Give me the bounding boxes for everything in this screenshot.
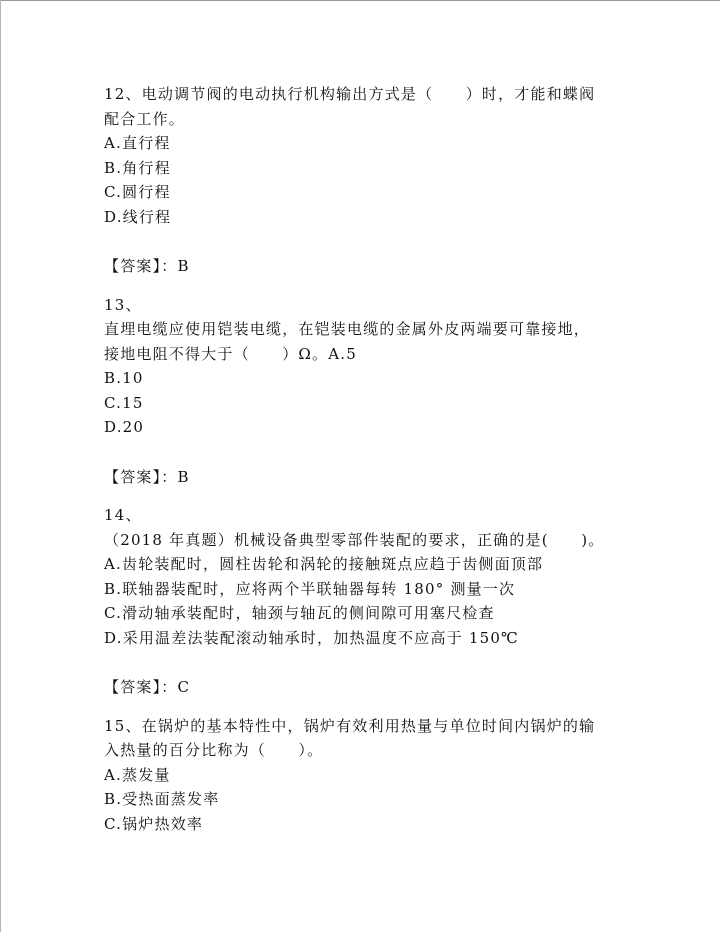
option-d: D.线行程 xyxy=(104,207,172,226)
option-b: B.角行程 xyxy=(104,158,171,177)
question-stem: （2018 年真题）机械设备典型零部件装配的要求，正确的是( )。 xyxy=(104,530,605,549)
page-top-border xyxy=(0,0,720,1)
question-stem: 入热量的百分比称为（ ）。 xyxy=(104,741,324,759)
question-stem: 接地电阻不得大于（ ）Ω。A.5 xyxy=(104,344,357,363)
option-b: B.10 xyxy=(104,369,144,387)
answer-line: 【答案】：B xyxy=(104,257,190,275)
question-14 xyxy=(104,503,624,714)
question-stem: 配合工作。 xyxy=(104,109,186,128)
option-a: A.齿轮装配时，圆柱齿轮和涡轮的接触斑点应趋于齿侧面顶部 xyxy=(104,555,544,573)
page-left-border xyxy=(0,0,1,932)
option-c: C.滑动轴承装配时，轴颈与轴瓦的侧间隙可用塞尺检查 xyxy=(104,604,495,622)
question-number: 13、 xyxy=(104,295,142,314)
option-a: A.蒸发量 xyxy=(104,765,171,784)
question-list xyxy=(104,82,624,836)
question-stem: 15、在锅炉的基本特性中，锅炉有效利用热量与单位时间内锅炉的输 xyxy=(104,716,596,735)
option-d: D.20 xyxy=(104,418,145,436)
question-stem: 12、电动调节阀的电动执行机构输出方式是（ ）时，才能和蝶阀 xyxy=(104,85,596,103)
option-c: C.15 xyxy=(104,393,144,412)
question-number: 14、 xyxy=(104,506,142,524)
question-13 xyxy=(104,293,624,504)
question-15 xyxy=(104,714,624,837)
option-b: B.受热面蒸发率 xyxy=(104,790,220,808)
answer-line: 【答案】：C xyxy=(104,678,191,696)
question-12 xyxy=(104,82,624,293)
question-stem: 直埋电缆应使用铠装电缆，在铠装电缆的金属外皮两端要可靠接地， xyxy=(104,320,591,338)
answer-line: 【答案】：B xyxy=(104,467,190,486)
option-b: B.联轴器装配时，应将两个半联轴器每转 180° 测量一次 xyxy=(104,579,516,598)
option-c: C.圆行程 xyxy=(104,183,171,201)
option-a: A.直行程 xyxy=(104,134,171,152)
option-d: D.采用温差法装配滚动轴承时，加热温度不应高于 150℃ xyxy=(104,628,520,647)
option-c: C.锅炉热效率 xyxy=(104,814,204,833)
